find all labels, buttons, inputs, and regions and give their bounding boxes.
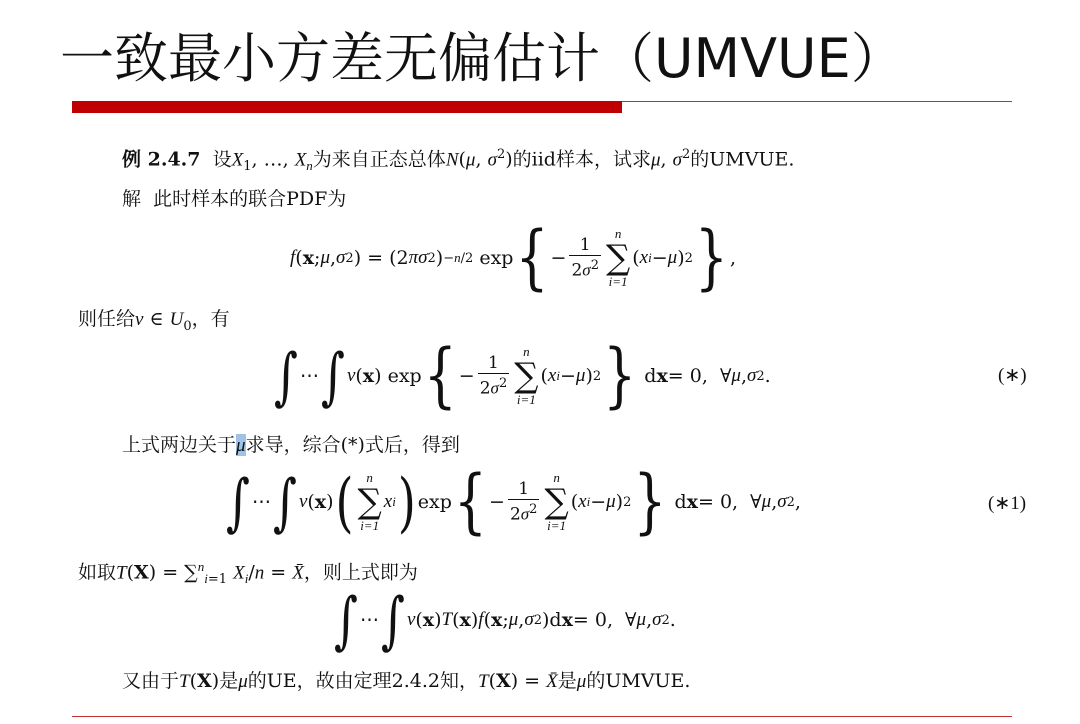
given-text-1: 则任给 (78, 308, 136, 330)
conclusion-line: 又由于T(X)是μ的UE，故由定理2.4.2知，T(X) = X̄是μ的UMVUE. (122, 670, 691, 692)
solution-text: 此时样本的联合PDF为 (153, 188, 347, 210)
slide-title: 一致最小方差无偏估计（UMVUE） (60, 27, 905, 90)
formula-final: ∫ ⋯ ∫ ν ( x ) T ( x ) f ( x ; μ , σ 2 )d x = 0, ∀ μ , σ 2 . (334, 583, 676, 657)
solution-label: 解 (122, 188, 142, 210)
step3-text-1: 如取 (78, 561, 117, 584)
conclusion-text-2: 是 (219, 670, 239, 692)
example-text-2: 为来自正态总体 (312, 148, 446, 171)
statistic-line: 如取T(X) = ∑$^n_{i=1}$ $X_i/n$ = X̄，则上式即为 (78, 559, 418, 588)
conclusion-text-1: 又由于 (122, 670, 180, 692)
step2-text-1: 上式两边关于 (122, 434, 237, 456)
equation-tag-star: (∗) (998, 365, 1027, 386)
conclusion-text-3: 的UE，故由定理2.4.2知， (247, 670, 478, 692)
title-underline-thin (622, 101, 1012, 102)
title-underline-red (72, 101, 622, 113)
footer-divider (72, 716, 1012, 717)
example-text-1: 设 (212, 148, 232, 171)
formula-star1: ∫ ⋯ ∫ ν ( x ) ( n ∑ i=1 x i ) exp { − $\frac{1}{2\sigma^2}$ n ∑ i=1 ( x i − μ ) 2 } d x = 0, ∀ μ , σ 2 , (226, 461, 801, 543)
formula-joint-pdf: f ( x ; μ , σ 2 ) = (2 π σ 2 ) −n/2 exp { − $\frac{1}{2\sigma^2}$ n ∑ i=1 ( x i − μ ) 2 } , (290, 217, 737, 299)
example-label: 例 2.4.7 (122, 148, 201, 171)
conclusion-text-5: 的UMVUE. (586, 670, 691, 692)
example-statement: 例 2.4.7 设$X_1$, …, $X_n$为来自正态总体N(μ, $\sigma^2$)的iid样本，试求μ, $\sigma^2$的UMVUE. (122, 147, 795, 175)
conclusion-text-4: 是 (557, 670, 577, 692)
example-text-3: 的iid样本，试求 (512, 148, 651, 171)
given-text-2: ，有 (191, 308, 230, 330)
given-line: 则任给ν ∈ $U_0$，有 (78, 308, 230, 334)
formula-star: ∫ ⋯ ∫ ν ( x ) exp { − $\frac{1}{2\sigma^2}$ n ∑ i=1 ( x i − μ ) 2 } d x = 0, ∀ μ , σ 2 . (274, 335, 771, 417)
solution-intro (122, 186, 346, 212)
step2-text-2: 求导，综合(*)式后，得到 (245, 434, 460, 456)
example-text-4: 的UMVUE. (690, 148, 795, 171)
derivative-line: 上式两边关于μ求导，综合(*)式后，得到 (122, 434, 460, 456)
step3-text-2: ，则上式即为 (303, 561, 418, 584)
equation-tag-star1: (∗1) (988, 493, 1027, 514)
